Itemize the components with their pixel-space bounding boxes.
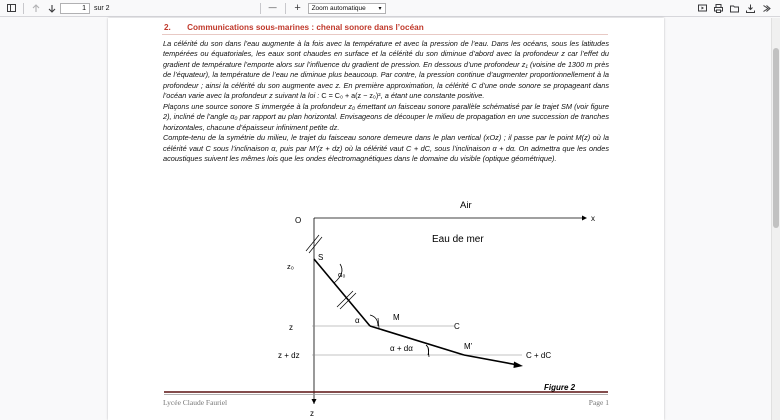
page-number-input[interactable] bbox=[60, 3, 90, 14]
ray-segment-mm bbox=[370, 326, 464, 355]
label-origin: O bbox=[295, 216, 302, 225]
zoom-select[interactable] bbox=[308, 3, 386, 14]
more-tools-icon[interactable] bbox=[758, 1, 774, 16]
presentation-mode-icon[interactable] bbox=[694, 1, 710, 16]
chevron-down-icon: ▾ bbox=[378, 5, 382, 12]
label-alpha0: α₀ bbox=[338, 270, 346, 279]
label-alpha-dalpha: α + dα bbox=[390, 344, 413, 353]
label-source: S bbox=[318, 253, 324, 262]
x-axis-arrow bbox=[582, 216, 587, 221]
download-icon[interactable] bbox=[742, 1, 758, 16]
next-page-icon[interactable] bbox=[44, 1, 60, 16]
figure-caption: Figure 2 bbox=[544, 383, 576, 392]
label-celerity-c: C bbox=[454, 322, 460, 331]
zoom-select-value: Zoom automatique bbox=[311, 4, 366, 12]
label-sea: Eau de mer bbox=[432, 234, 484, 245]
celerity-formula: C = C₀ + a(z − z₀)² bbox=[321, 91, 381, 101]
page-footer bbox=[163, 398, 609, 410]
angle-alpha-dalpha-tick bbox=[428, 347, 429, 357]
angle-alpha-tick bbox=[378, 318, 379, 328]
label-air: Air bbox=[460, 200, 472, 211]
previous-page-icon[interactable] bbox=[28, 1, 44, 16]
zoom-out-button[interactable]: — bbox=[268, 3, 277, 12]
vertical-scrollbar[interactable] bbox=[771, 18, 780, 420]
toolbar-separator bbox=[285, 3, 286, 14]
label-z-axis: z bbox=[310, 409, 314, 418]
footer-page-number: Page 1 bbox=[588, 398, 609, 407]
paragraph-text: , a étant une constante positive. bbox=[380, 91, 485, 101]
toolbar-separator bbox=[23, 3, 24, 14]
paragraph-text: La célérité du son dans l’eau augmente à la fois avec la température et avec la pression de l’eau. Dans les océans, sous les latitudes tempérées ou équatoriales, les eaux sont chaudes en surface et la célérité du son diminue d’abord avec la profondeur z car l’effet du gradient de température l’emporte alors sur l’influence du gradient de pression. En dessous d’une profondeur z₁ (voisine de 1300 m près de l’équateur), la température de l’eau ne diminue plus beaucoup. Par contre, la pression continue d’augmenter proportionnellement à la profondeur ; ainsi la célérité du son augmente avec z. En première approximation, la célérité C d’une onde sonore se propageant dans l’océan varie avec la profondeur z suivant la loi : bbox=[163, 39, 609, 101]
label-x-axis: x bbox=[591, 214, 595, 223]
angle-alpha-arc bbox=[370, 315, 378, 326]
scrollbar-thumb[interactable] bbox=[773, 48, 779, 228]
label-z-dz: z + dz bbox=[278, 351, 300, 360]
label-celerity-c-dc: C + dC bbox=[526, 351, 552, 360]
label-z0: z₀ bbox=[287, 262, 294, 271]
pdf-toolbar bbox=[0, 0, 780, 17]
zoom-in-button[interactable]: + bbox=[294, 1, 301, 14]
page-total-label: sur 2 bbox=[94, 4, 110, 12]
label-alpha: α bbox=[355, 316, 360, 325]
label-point-m-prime: M’ bbox=[464, 342, 473, 351]
ray-segment-end bbox=[464, 355, 518, 365]
footer-school: Lycée Claude Fauriel bbox=[163, 398, 228, 407]
toolbar-right-group bbox=[694, 1, 774, 16]
wavefront-mark-2 bbox=[337, 291, 353, 307]
label-z: z bbox=[289, 323, 293, 332]
heading-title: Communications sous-marines : chenal sonore dans l’océan bbox=[187, 23, 424, 32]
sidebar-toggle-icon[interactable] bbox=[3, 1, 19, 16]
figure-2-diagram bbox=[108, 18, 664, 420]
pdf-page bbox=[108, 18, 664, 420]
ray-arrow bbox=[514, 362, 524, 369]
label-point-m: M bbox=[393, 313, 400, 322]
paragraph-source: Plaçons une source sonore S immergée à la profondeur z₀ émettant un faisceau sonore parallèle schématisé par le trajet SM (voir figure 2), incliné de l’angle α₀ par rapport au plan horizontal. Envisageons de découper le milieu de propagation en une succession de tranches horizontales, chacune d’épaisseur infiniment petite dz. bbox=[163, 101, 609, 132]
paragraph-symmetry: Compte-tenu de la symétrie du milieu, le trajet du faisceau sonore demeure dans le plan vertical (xOz) ; il passe par le point M(z) où la célérité vaut C sous l’inclinaison α, puis par M’(z + dz) où la célérité vaut C + dC, sous l’inclinaison α + dα. On admettra que les ondes acoustiques suivent les mêmes lois que les ondes électromagnétiques dans le domaine du visible (optique géométrique). bbox=[163, 133, 609, 163]
print-icon[interactable] bbox=[710, 1, 726, 16]
open-file-icon[interactable] bbox=[726, 1, 742, 16]
toolbar-separator bbox=[260, 3, 261, 14]
heading-number: 2. bbox=[164, 23, 171, 32]
